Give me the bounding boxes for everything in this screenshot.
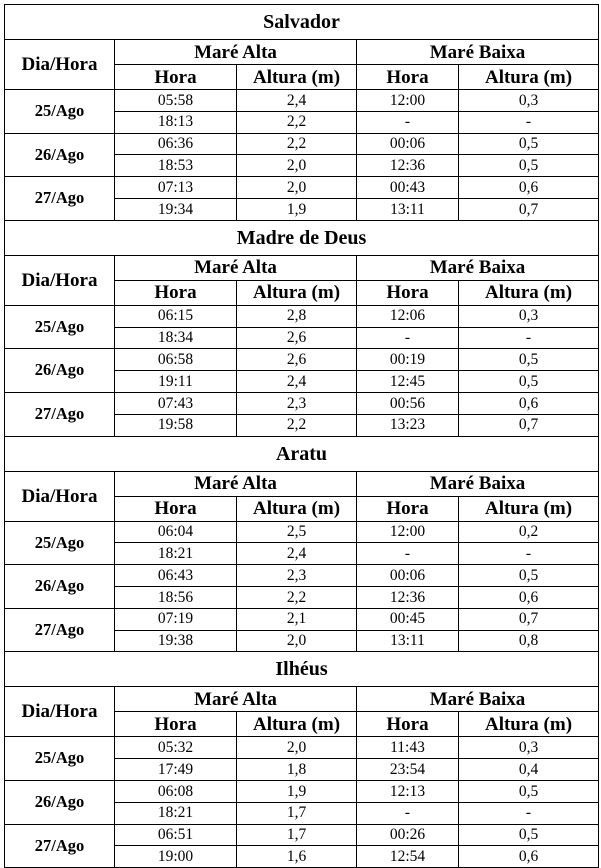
day-cell: 27/Ago	[5, 177, 115, 221]
dia-hora-header: Dia/Hora	[5, 255, 115, 305]
baixa-altura-cell: 0,5	[459, 565, 599, 587]
alta-hora-cell: 07:43	[115, 392, 237, 414]
baixa-altura-cell: 0,6	[459, 177, 599, 199]
alta-hora-cell: 06:15	[115, 305, 237, 327]
mare-baixa-header: Maré Baixa	[357, 687, 599, 712]
alta-altura-cell: 2,6	[237, 327, 357, 349]
header-row-groups	[5, 255, 599, 280]
baixa-altura-header: Altura (m)	[459, 280, 599, 305]
baixa-hora-cell: 13:11	[357, 630, 459, 652]
baixa-altura-cell: 0,2	[459, 521, 599, 543]
mare-alta-header: Maré Alta	[115, 471, 357, 496]
baixa-hora-cell: 12:45	[357, 371, 459, 393]
alta-altura-header: Altura (m)	[237, 712, 357, 737]
alta-altura-cell: 2,2	[237, 414, 357, 436]
table-row	[5, 349, 599, 371]
location-name: Ilhéus	[5, 652, 599, 687]
alta-altura-cell: 2,5	[237, 521, 357, 543]
alta-altura-cell: 2,2	[237, 111, 357, 133]
location-name: Aratu	[5, 436, 599, 471]
baixa-altura-cell: -	[459, 111, 599, 133]
dia-hora-header: Dia/Hora	[5, 40, 115, 90]
day-cell: 26/Ago	[5, 349, 115, 393]
day-cell: 26/Ago	[5, 780, 115, 824]
day-cell: 27/Ago	[5, 608, 115, 652]
alta-altura-cell: 2,6	[237, 349, 357, 371]
baixa-altura-cell: 0,5	[459, 824, 599, 846]
alta-hora-header: Hora	[115, 712, 237, 737]
table-row	[5, 780, 599, 802]
baixa-altura-cell: 0,6	[459, 586, 599, 608]
baixa-hora-cell: 00:19	[357, 349, 459, 371]
dia-hora-header: Dia/Hora	[5, 471, 115, 521]
baixa-altura-header: Altura (m)	[459, 496, 599, 521]
alta-hora-cell: 18:13	[115, 111, 237, 133]
location-title-row	[5, 652, 599, 687]
alta-hora-cell: 07:13	[115, 177, 237, 199]
baixa-altura-cell: 0,3	[459, 305, 599, 327]
alta-hora-cell: 18:21	[115, 543, 237, 565]
alta-altura-header: Altura (m)	[237, 280, 357, 305]
alta-hora-cell: 06:43	[115, 565, 237, 587]
baixa-altura-cell: 0,3	[459, 737, 599, 759]
baixa-hora-cell: 11:43	[357, 737, 459, 759]
baixa-hora-cell: 00:56	[357, 392, 459, 414]
table-row	[5, 392, 599, 414]
baixa-hora-cell: 00:43	[357, 177, 459, 199]
alta-altura-cell: 2,0	[237, 155, 357, 177]
baixa-altura-cell: 0,5	[459, 349, 599, 371]
alta-altura-cell: 2,1	[237, 608, 357, 630]
baixa-altura-cell: 0,5	[459, 780, 599, 802]
baixa-hora-cell: 00:06	[357, 565, 459, 587]
baixa-altura-cell: 0,5	[459, 133, 599, 155]
baixa-hora-cell: -	[357, 327, 459, 349]
table-row	[5, 737, 599, 759]
day-cell: 25/Ago	[5, 521, 115, 565]
header-row-groups	[5, 471, 599, 496]
alta-altura-header: Altura (m)	[237, 496, 357, 521]
baixa-hora-header: Hora	[357, 65, 459, 90]
alta-altura-cell: 2,4	[237, 371, 357, 393]
location-title-row	[5, 5, 599, 40]
baixa-altura-cell: 0,5	[459, 155, 599, 177]
alta-altura-header: Altura (m)	[237, 65, 357, 90]
alta-hora-cell: 19:00	[115, 846, 237, 868]
day-cell: 25/Ago	[5, 90, 115, 134]
baixa-hora-cell: 12:00	[357, 521, 459, 543]
table-row	[5, 90, 599, 112]
baixa-altura-cell: 0,7	[459, 198, 599, 220]
alta-altura-cell: 2,0	[237, 177, 357, 199]
baixa-hora-cell: 12:36	[357, 586, 459, 608]
day-cell: 25/Ago	[5, 305, 115, 349]
baixa-hora-cell: 12:06	[357, 305, 459, 327]
baixa-altura-cell: -	[459, 543, 599, 565]
alta-hora-cell: 18:56	[115, 586, 237, 608]
day-cell: 25/Ago	[5, 737, 115, 781]
dia-hora-header: Dia/Hora	[5, 687, 115, 737]
baixa-hora-cell: -	[357, 802, 459, 824]
table-row	[5, 305, 599, 327]
baixa-altura-cell: 0,7	[459, 608, 599, 630]
alta-altura-cell: 1,7	[237, 802, 357, 824]
baixa-hora-cell: 00:06	[357, 133, 459, 155]
table-row	[5, 565, 599, 587]
tide-table-body	[5, 5, 599, 868]
tide-table	[4, 4, 599, 868]
alta-hora-header: Hora	[115, 496, 237, 521]
alta-hora-cell: 17:49	[115, 759, 237, 781]
alta-altura-cell: 1,9	[237, 198, 357, 220]
baixa-hora-cell: -	[357, 111, 459, 133]
alta-altura-cell: 2,4	[237, 543, 357, 565]
header-row-groups	[5, 40, 599, 65]
alta-altura-cell: 2,0	[237, 737, 357, 759]
baixa-altura-cell: 0,8	[459, 630, 599, 652]
mare-alta-header: Maré Alta	[115, 255, 357, 280]
header-row-groups	[5, 687, 599, 712]
alta-hora-cell: 06:51	[115, 824, 237, 846]
baixa-altura-cell: 0,3	[459, 90, 599, 112]
baixa-hora-header: Hora	[357, 280, 459, 305]
location-title-row	[5, 436, 599, 471]
location-name: Madre de Deus	[5, 220, 599, 255]
alta-hora-cell: 19:38	[115, 630, 237, 652]
day-cell: 26/Ago	[5, 133, 115, 177]
alta-hora-cell: 18:53	[115, 155, 237, 177]
alta-altura-cell: 2,3	[237, 392, 357, 414]
baixa-altura-cell: 0,7	[459, 414, 599, 436]
alta-hora-cell: 06:04	[115, 521, 237, 543]
location-name: Salvador	[5, 5, 599, 40]
baixa-altura-header: Altura (m)	[459, 65, 599, 90]
day-cell: 26/Ago	[5, 565, 115, 609]
baixa-altura-header: Altura (m)	[459, 712, 599, 737]
alta-altura-cell: 2,8	[237, 305, 357, 327]
alta-hora-cell: 18:34	[115, 327, 237, 349]
alta-hora-cell: 05:32	[115, 737, 237, 759]
baixa-hora-cell: -	[357, 543, 459, 565]
baixa-hora-cell: 12:54	[357, 846, 459, 868]
alta-altura-cell: 1,8	[237, 759, 357, 781]
alta-hora-header: Hora	[115, 65, 237, 90]
mare-baixa-header: Maré Baixa	[357, 471, 599, 496]
alta-altura-cell: 1,7	[237, 824, 357, 846]
alta-altura-cell: 2,2	[237, 133, 357, 155]
baixa-hora-header: Hora	[357, 712, 459, 737]
table-row	[5, 133, 599, 155]
alta-hora-cell: 18:21	[115, 802, 237, 824]
baixa-hora-cell: 13:11	[357, 198, 459, 220]
mare-baixa-header: Maré Baixa	[357, 255, 599, 280]
alta-hora-cell: 19:34	[115, 198, 237, 220]
mare-alta-header: Maré Alta	[115, 40, 357, 65]
location-title-row	[5, 220, 599, 255]
baixa-altura-cell: 0,6	[459, 392, 599, 414]
mare-alta-header: Maré Alta	[115, 687, 357, 712]
alta-altura-cell: 1,9	[237, 780, 357, 802]
alta-hora-cell: 06:58	[115, 349, 237, 371]
alta-altura-cell: 1,6	[237, 846, 357, 868]
alta-hora-cell: 06:36	[115, 133, 237, 155]
table-row	[5, 177, 599, 199]
alta-hora-cell: 19:11	[115, 371, 237, 393]
baixa-altura-cell: 0,6	[459, 846, 599, 868]
alta-hora-header: Hora	[115, 280, 237, 305]
baixa-hora-cell: 00:45	[357, 608, 459, 630]
mare-baixa-header: Maré Baixa	[357, 40, 599, 65]
baixa-altura-cell: 0,4	[459, 759, 599, 781]
alta-altura-cell: 2,4	[237, 90, 357, 112]
table-row	[5, 608, 599, 630]
baixa-altura-cell: 0,5	[459, 371, 599, 393]
alta-hora-cell: 19:58	[115, 414, 237, 436]
baixa-hora-cell: 12:00	[357, 90, 459, 112]
table-row	[5, 824, 599, 846]
baixa-altura-cell: -	[459, 802, 599, 824]
day-cell: 27/Ago	[5, 392, 115, 436]
baixa-hora-cell: 23:54	[357, 759, 459, 781]
alta-altura-cell: 2,0	[237, 630, 357, 652]
baixa-hora-cell: 12:13	[357, 780, 459, 802]
alta-altura-cell: 2,3	[237, 565, 357, 587]
alta-hora-cell: 06:08	[115, 780, 237, 802]
alta-hora-cell: 07:19	[115, 608, 237, 630]
baixa-hora-cell: 12:36	[357, 155, 459, 177]
table-row	[5, 521, 599, 543]
baixa-altura-cell: -	[459, 327, 599, 349]
baixa-hora-cell: 00:26	[357, 824, 459, 846]
baixa-hora-cell: 13:23	[357, 414, 459, 436]
baixa-hora-header: Hora	[357, 496, 459, 521]
day-cell: 27/Ago	[5, 824, 115, 868]
alta-hora-cell: 05:58	[115, 90, 237, 112]
alta-altura-cell: 2,2	[237, 586, 357, 608]
